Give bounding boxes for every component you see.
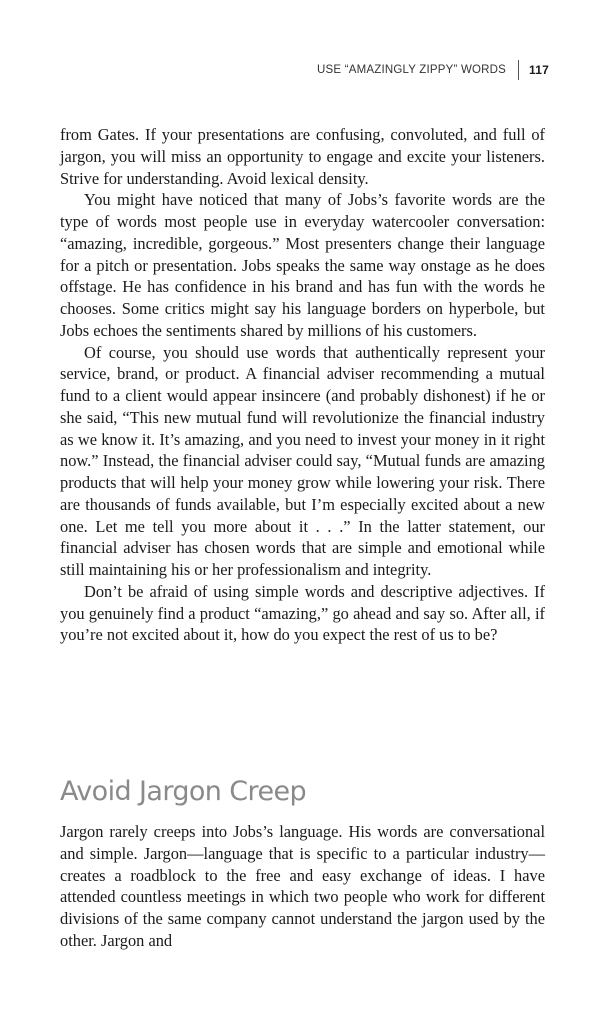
running-head-title: USE “AMAZINGLY ZIPPY” WORDS	[317, 64, 507, 76]
paragraph-1: from Gates. If your presentations are confusing, convoluted, and full of jargon, you will miss an opportunity to engage and excite your listeners. Strive for understanding. Avoid lexical density.	[60, 125, 545, 188]
paragraph-3: Of course, you should use words that authentically represent your service, brand, or product. A financial adviser recommending a mutual fund to a client would appear insincere (and probably dishonest) if he or she said, “This new mutual fund will revolutionize the financial industry as we know it. It’s amazing, and you need to invest your money in it right now.” Instead, the financial adviser could say, “Mutual funds are amazing products that will help your money grow while lowering your risk. There are thousands of funds available, but I’m especially excited about a new one. Let me tell you more about it . . .” In the latter statement, our financial adviser has chosen words that are simple and emotional while still maintaining his or her professionalism and integrity.	[60, 342, 545, 579]
paragraph-4: Don’t be afraid of using simple words and descriptive adjectives. If you genuinely find a product “amazing,” go ahead and say so. After all, if you’re not excited about it, how do you expect the rest of us to be?	[60, 581, 545, 645]
section-heading: Avoid Jargon Creep	[60, 776, 307, 807]
body-text-top	[60, 124, 545, 646]
page-number: 117	[529, 63, 549, 77]
running-head-divider	[518, 60, 519, 80]
paragraph-2: You might have noticed that many of Jobs’s favorite words are the type of words most people use in everyday watercooler conversation: “amazing, incredible, gorgeous.” Most presenters change their language for a pitch or presentation. Jobs speaks the same way onstage as he does offstage. He has confidence in his brand and has fun with the words he chooses. Some critics might say his language borders on hyperbole, but Jobs echoes the sentiments shared by millions of his customers.	[60, 190, 545, 340]
running-head	[317, 60, 549, 80]
body-text-section	[60, 821, 545, 952]
section-paragraph: Jargon rarely creeps into Jobs’s language. His words are conversational and simple. Jargon—language that is specific to a particular industry—creates a roadblock to the free and easy exchange of ideas. I have attended countless meetings in which two people who work for different divisions of the same company cannot understand the jargon used by the other. Jargon and	[60, 822, 545, 950]
